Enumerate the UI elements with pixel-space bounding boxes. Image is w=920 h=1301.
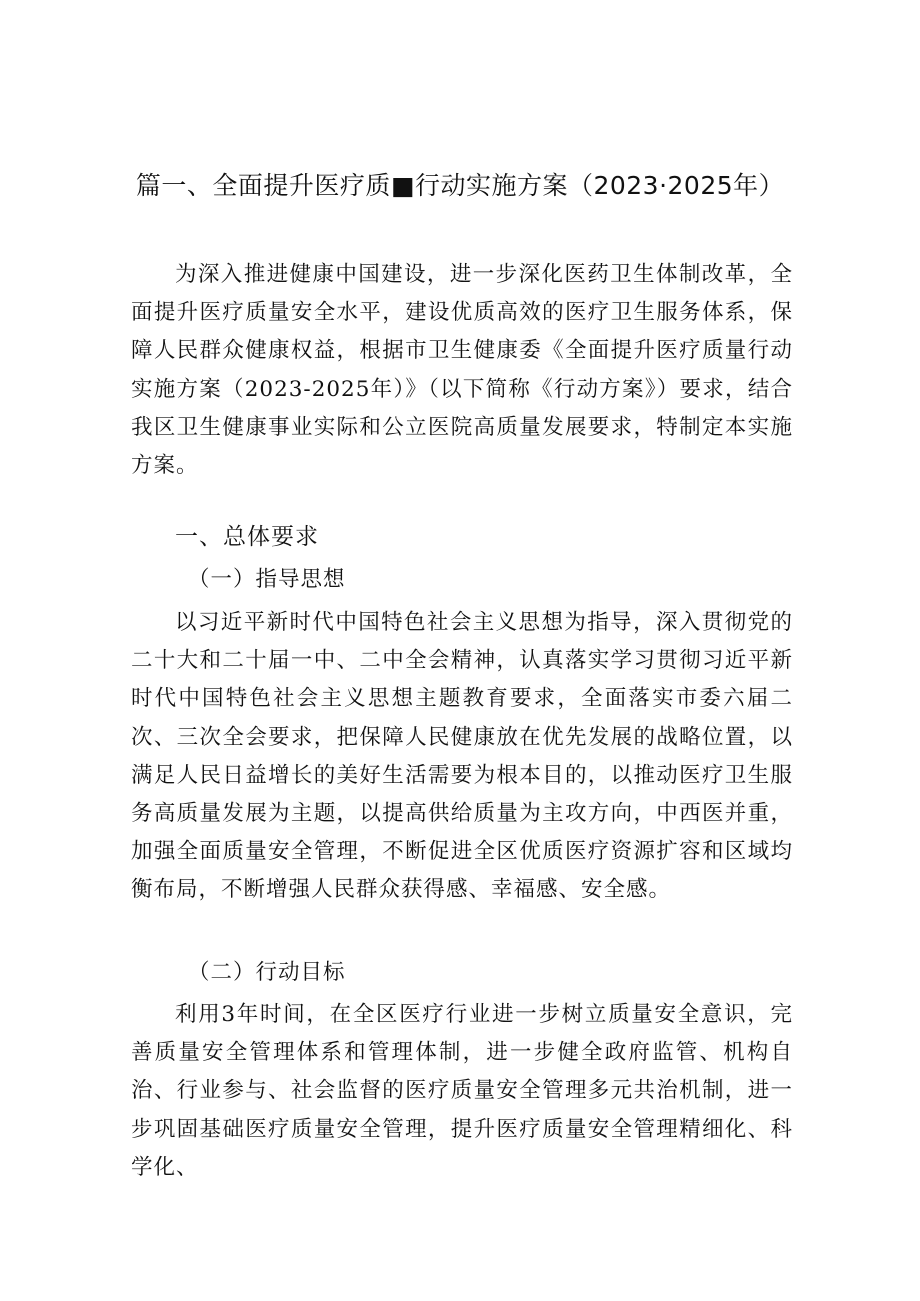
subsection-heading-guiding-thought: （一）指导思想 bbox=[188, 567, 346, 592]
action-goals-paragraph: 利用3年时间，在全区医疗行业进一步树立质量安全意识，完善质量安全管理体系和管理体制，进一步健全政府监管、机构自治、行业参与、社会监督的医疗质量安全管理多元共治机制，进一步巩固基础医疗质量安全管理，提升医疗质量安全管理精细化、科学化、 bbox=[131, 1002, 793, 1180]
subsection-heading-action-goals: （二）行动目标 bbox=[188, 960, 346, 985]
intro-paragraph: 为深入推进健康中国建设，进一步深化医药卫生体制改革，全面提升医疗质量安全水平，建设优质高效的医疗卫生服务体系，保障人民群众健康权益，根据市卫生健康委《全面提升医疗质量行动实施方案（2023-2025年）》（以下简称《行动方案》）要求，结合我区卫生健康事业实际和公立医院高质量发展要求，特制定本实施方案。 bbox=[131, 262, 793, 479]
guiding-thought-paragraph: 以习近平新时代中国特色社会主义思想为指导，深入贯彻党的二十大和二十届一中、二中全会精神，认真落实学习贯彻习近平新时代中国特色社会主义思想主题教育要求，全面落实市委六届二次、三次全会要求，把保障人民健康放在优先发展的战略位置，以满足人民日益增长的美好生活需要为根本目的，以推动医疗卫生服务高质量发展为主题，以提高供给质量为主攻方向，中西医并重，加强全面质量安全管理，不断促进全区优质医疗资源扩容和区域均衡布局，不断增强人民群众获得感、幸福感、安全感。 bbox=[131, 610, 793, 903]
document-title: 篇一、全面提升医疗质■行动实施方案（2023·2025年） bbox=[135, 171, 785, 200]
section-heading-general-requirements: 一、总体要求 bbox=[175, 524, 319, 550]
